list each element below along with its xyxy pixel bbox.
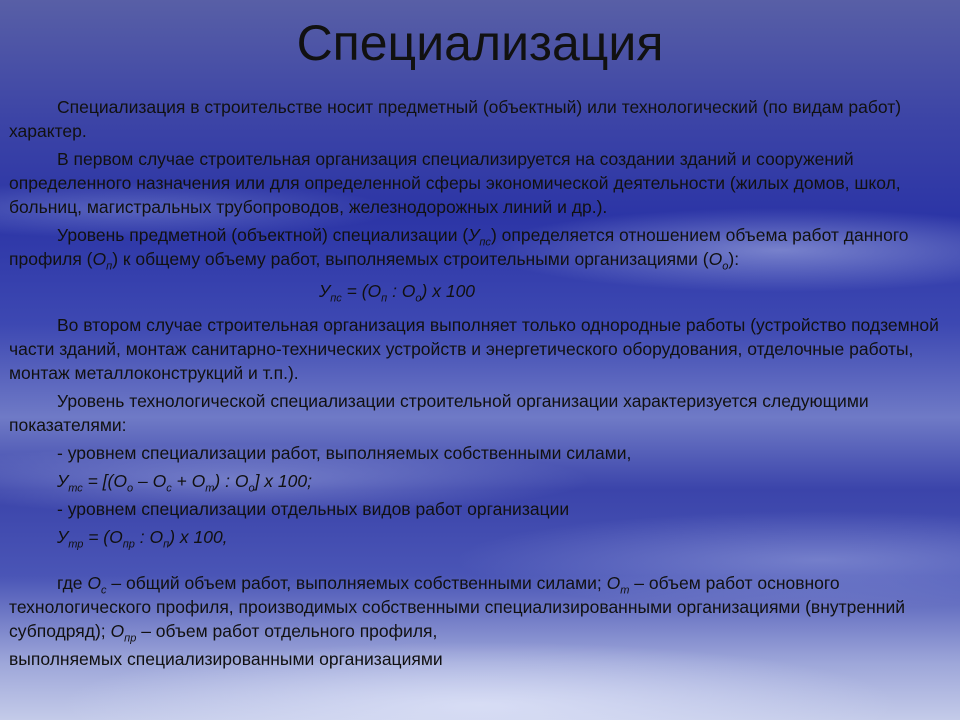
subscript: тс: [68, 482, 83, 495]
symbol-o: О: [110, 621, 125, 641]
indicator-separate-works: - уровнем специализации отдельных видов работ организации: [57, 499, 570, 519]
paragraph-tech-specialization: Во втором случае строительная организация выполняет только однородные работы (устройство подземной части зданий, монтаж санитарно-технических устройств и энергетического оборудования, отделочные работы, монтаж металлоконструкций и т.п.).: [9, 315, 939, 383]
formula-part: ) : О: [214, 471, 249, 491]
slide-body: [9, 95, 949, 675]
formula-part: ) х 100,: [169, 527, 228, 547]
symbol-o: О: [708, 249, 723, 269]
text-run: Уровень предметной (объектной) специализации (: [57, 225, 469, 245]
formula-part: ] х 100;: [254, 471, 312, 491]
formula-part: = [(О: [82, 471, 127, 491]
symbol-o: О: [606, 573, 621, 593]
subscript: пр: [124, 632, 137, 645]
subscript: п: [106, 260, 113, 273]
subscript: о: [722, 260, 729, 273]
formula-part: У: [57, 527, 69, 547]
subscript: о: [415, 292, 422, 305]
subscript: о: [126, 482, 134, 495]
subscript: тр: [68, 538, 84, 551]
formula-part: : О: [134, 527, 164, 547]
formula-separate-works: [9, 525, 949, 549]
subscript: с: [101, 584, 107, 597]
text-run: ) определяется отношением объема работ данного профиля (: [9, 225, 909, 269]
paragraph-object-specialization: В первом случае строительная организация специализируется на создании зданий и сооружений определенного назначения или для определенной сферы экономической деятельности (жилых домов, школ, больниц, магистральных трубопроводов, железнодорожных линий и др.).: [9, 149, 901, 217]
formula-part: ) х 100: [421, 281, 476, 301]
spacer: [9, 553, 949, 571]
paragraph-intro: Специализация в строительстве носит предметный (объектный) или технологический (по видам работ) характер.: [9, 97, 902, 141]
formula-object-level: [9, 279, 949, 303]
formula-part: = (О: [83, 527, 123, 547]
text-run: ):: [728, 249, 740, 269]
text-run: ) к общему объему работ, выполняемых строительными организациями (: [112, 249, 709, 269]
symbol-o: О: [87, 573, 102, 593]
text-run: – объем работ основного технологического профиля, производимых собственными специализированными организациями (внутренний субподряд);: [9, 573, 905, 641]
formula-part: – О: [133, 471, 167, 491]
subscript: п: [163, 538, 170, 551]
subscript: пс: [479, 236, 491, 249]
formula-part: = (О: [341, 281, 382, 301]
paragraph-definitions-continued: выполняемых специализированными организациями: [9, 649, 443, 669]
formula-part: У: [57, 471, 69, 491]
subscript: пр: [122, 538, 135, 551]
subscript: с: [166, 482, 172, 495]
slide-title: Специализация: [296, 15, 664, 71]
paragraph-tech-indicators: Уровень технологической специализации строительной организации характеризуется следующими показателями:: [9, 391, 869, 435]
formula-own-forces: [9, 469, 949, 493]
formula-part: + О: [171, 471, 206, 491]
subscript: т: [205, 482, 215, 495]
symbol-o: О: [92, 249, 107, 269]
formula-part: : О: [387, 281, 416, 301]
indicator-own-forces: - уровнем специализации работ, выполняемых собственными силами,: [57, 443, 632, 463]
subscript: т: [620, 584, 630, 597]
subscript: п: [381, 292, 388, 305]
paragraph-definitions: [9, 571, 949, 643]
subscript: о: [248, 482, 255, 495]
text-run: где: [57, 573, 88, 593]
paragraph-object-level: [9, 223, 949, 271]
symbol-u: У: [468, 225, 480, 245]
text-run: – общий объем работ, выполняемых собственными силами;: [106, 573, 607, 593]
formula-part: У: [319, 281, 331, 301]
subscript: пс: [330, 292, 342, 305]
text-run: – объем работ отдельного профиля,: [136, 621, 438, 641]
